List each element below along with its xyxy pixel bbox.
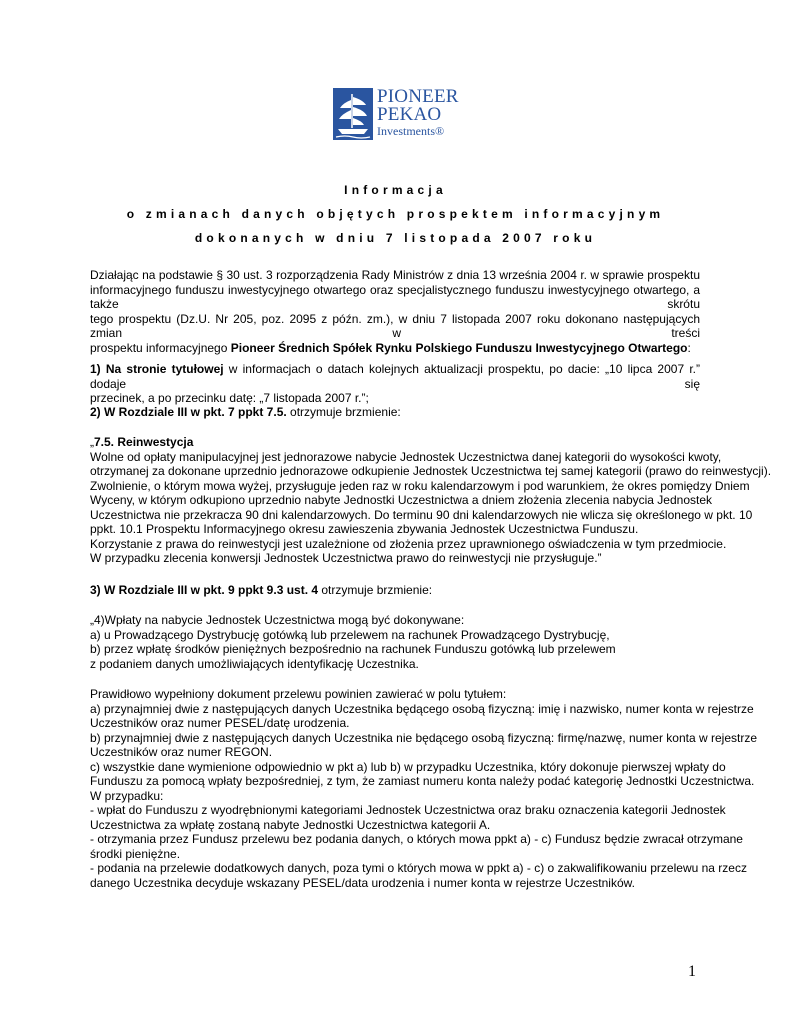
item-3 <box>90 583 700 598</box>
item-1-rest: w informacjach o datach kolejnych aktualizacji prospektu, po dacie: „10 lipca 2007 r.” dodaje się <box>90 362 700 391</box>
reinwestycja-line: otrzymanej za dokonane uprzednio jednorazowe odkupienie Jednostek Uczestnictwa tej samej kategorii (prawo do reinwestycji). <box>90 464 772 478</box>
przelew-line: Uczestników oraz numer PESEL/datę urodzenia. <box>90 716 350 730</box>
przelew-line: środki pieniężne. <box>90 846 181 861</box>
wplaty-line: „4)Wpłaty na nabycie Jednostek Uczestnictwa mogą być dokonywane: <box>90 613 465 627</box>
przelew-line: - otrzymania przez Fundusz przelewu bez podania danych, o których mowa ppkt a) - c) Fundusz będzie zwracał otrzymane <box>90 832 743 846</box>
wplaty-line: z podaniem danych umożliwiających identyfikację Uczestnika. <box>90 656 419 671</box>
przelew-line: Funduszu za pomocą wpłaty bezpośredniej, z tym, że zamiast numeru konta należy podać kategorię Jednostki Uczestnictwa. <box>90 774 755 788</box>
przelew-line: b) przynajmniej dwie z następujących danych Uczestnika nie będącego osobą fizyczną: firmę/nazwę, numer konta w rejestrze <box>90 730 757 745</box>
przelew-line: W przypadku: <box>90 788 164 803</box>
reinwestycja-line: Wyceny, w którym odkupiono uprzednio nabyte Jednostki Uczestnictwa a dniem złożenia zlecenia nabycia Jednostek <box>90 493 712 507</box>
logo-line-1: PIONEER <box>377 86 459 107</box>
item-1-heading: 1) Na stronie tytułowej <box>90 362 224 376</box>
reinwestycja-line: Wolne od opłaty manipulacyjnej jest jednorazowe nabycie Jednostek Uczestnictwa danej kategorii do wysokości kwoty, <box>90 449 722 464</box>
intro-last-line <box>90 341 700 356</box>
reinwestycja-line: Zwolnienie, o którym mowa wyżej, przysługuje jeden raz w roku kalendarzowym i pod warunkiem, że okres pomiędzy Dniem <box>90 478 750 493</box>
przelew-line: - wpłat do Funduszu z wyodrębnionymi kategoriami Jednostek Uczestnictwa oraz braku oznaczenia kategorii Jednostek <box>90 803 726 817</box>
item-1-line-1 <box>90 362 700 391</box>
item-1 <box>90 362 700 406</box>
item-3-heading: 3) W Rozdziale III w pkt. 9 ppkt 9.3 ust. 4 <box>90 583 319 597</box>
title-line-3: dokonanych w dniu 7 listopada 2007 roku <box>194 231 597 245</box>
intro-line: tego prospektu (Dz.U. Nr 205, poz. 2095 z późn. zm.), w dniu 7 listopada 2007 roku dokonano następujących zmian w treści <box>90 311 700 340</box>
przelew-line: c) wszystkie dane wymienione odpowiednio w pkt a) lub b) w przypadku Uczestnika, który dokonuje pierwszej wpłaty do <box>90 759 726 774</box>
przelew-line: Uczestnictwa za wpłatę zostaną nabyte Jednostki Uczestnictwa kategorii A. <box>90 817 491 832</box>
przelew-line: danego Uczestnika decyduje wskazany PESEL/data urodzenia i numer konta w rejestrze Uczestników. <box>90 875 635 890</box>
title-line-1: Informacja <box>344 183 447 197</box>
reinwestycja-line: ppkt. 10.1 Prospektu Informacyjnego okresu zawieszenia zbywania Jednostek Uczestnictwa Funduszu. <box>90 522 639 536</box>
wplaty-section <box>90 613 700 671</box>
reinwestycja-line: Korzystanie z prawa do reinwestycji jest uzależnione od złożenia przez uprawnionego oświadczenia w tym przedmiocie. <box>90 536 727 551</box>
ship-icon <box>333 88 373 140</box>
reinwestycja-line: W przypadku zlecenia konwersji Jednostek Uczestnictwa prawo do reinwestycji nie przysługuje.” <box>90 551 602 565</box>
intro-line: informacyjnego funduszu inwestycyjnego otwartego oraz specjalistycznego funduszu inwestycyjnego otwartego, a także skrótu <box>90 282 700 311</box>
item-2-rest: otrzymuje brzmienie: <box>286 405 401 419</box>
przelew-line: - podania na przelewie dodatkowych danych, poza tymi o których mowa w ppkt a) - c) o zakwalifikowaniu przelewu na rzecz <box>90 861 747 875</box>
logo-line-3: Investments® <box>377 124 445 138</box>
przelew-line: Prawidłowo wypełniony dokument przelewu powinien zawierać w polu tytułem: <box>90 687 507 701</box>
wplaty-line: b) przez wpłatę środków pieniężnych bezpośrednio na rachunek Funduszu gotówką lub przelewem <box>90 642 616 656</box>
przelew-section <box>90 687 757 890</box>
item-2 <box>90 405 700 420</box>
pioneer-pekao-logo <box>333 88 461 142</box>
quote-open: „ <box>90 435 94 449</box>
przelew-line: Uczestników oraz numer REGON. <box>90 745 273 759</box>
item-1-line-2: przecinek, a po przecinku datę: „7 listopada 2007 r.”; <box>90 391 369 405</box>
title-line-2: o zmianach danych objętych prospektem informacyjnym <box>126 207 665 221</box>
przelew-line: a) przynajmniej dwie z następujących danych Uczestnika będącego osobą fizyczną: imię i nazwisko, numer konta w rejestrze <box>90 701 754 716</box>
logo-line-2: PEKAO <box>377 104 442 125</box>
reinwestycja-line: Uczestnictwa nie przekracza 90 dni kalendarzowych. Do terminu 90 dni kalendarzowych nie wlicza się określonego w pkt. 10 <box>90 507 753 522</box>
reinwestycja-section <box>90 435 772 566</box>
intro-last-prefix: prospektu informacyjnego <box>90 340 231 355</box>
intro-paragraph <box>90 268 700 355</box>
page-number: 1 <box>688 963 696 980</box>
wplaty-line: a) u Prowadzącego Dystrybucję gotówką lub przelewem na rachunek Prowadzącego Dystrybucję, <box>90 627 610 642</box>
intro-line: Działając na podstawie § 30 ust. 3 rozporządzenia Rady Ministrów z dnia 13 września 2004 r. w sprawie prospektu <box>90 268 700 282</box>
item-3-rest: otrzymuje brzmienie: <box>318 583 433 597</box>
fund-name: Pioneer Średnich Spółek Rynku Polskiego Funduszu Inwestycyjnego Otwartego <box>230 340 688 355</box>
intro-last-suffix: : <box>687 340 691 355</box>
reinwestycja-heading: 7.5. Reinwestycja <box>94 435 194 449</box>
item-2-heading: 2) W Rozdziale III w pkt. 7 ppkt 7.5. <box>90 405 287 419</box>
